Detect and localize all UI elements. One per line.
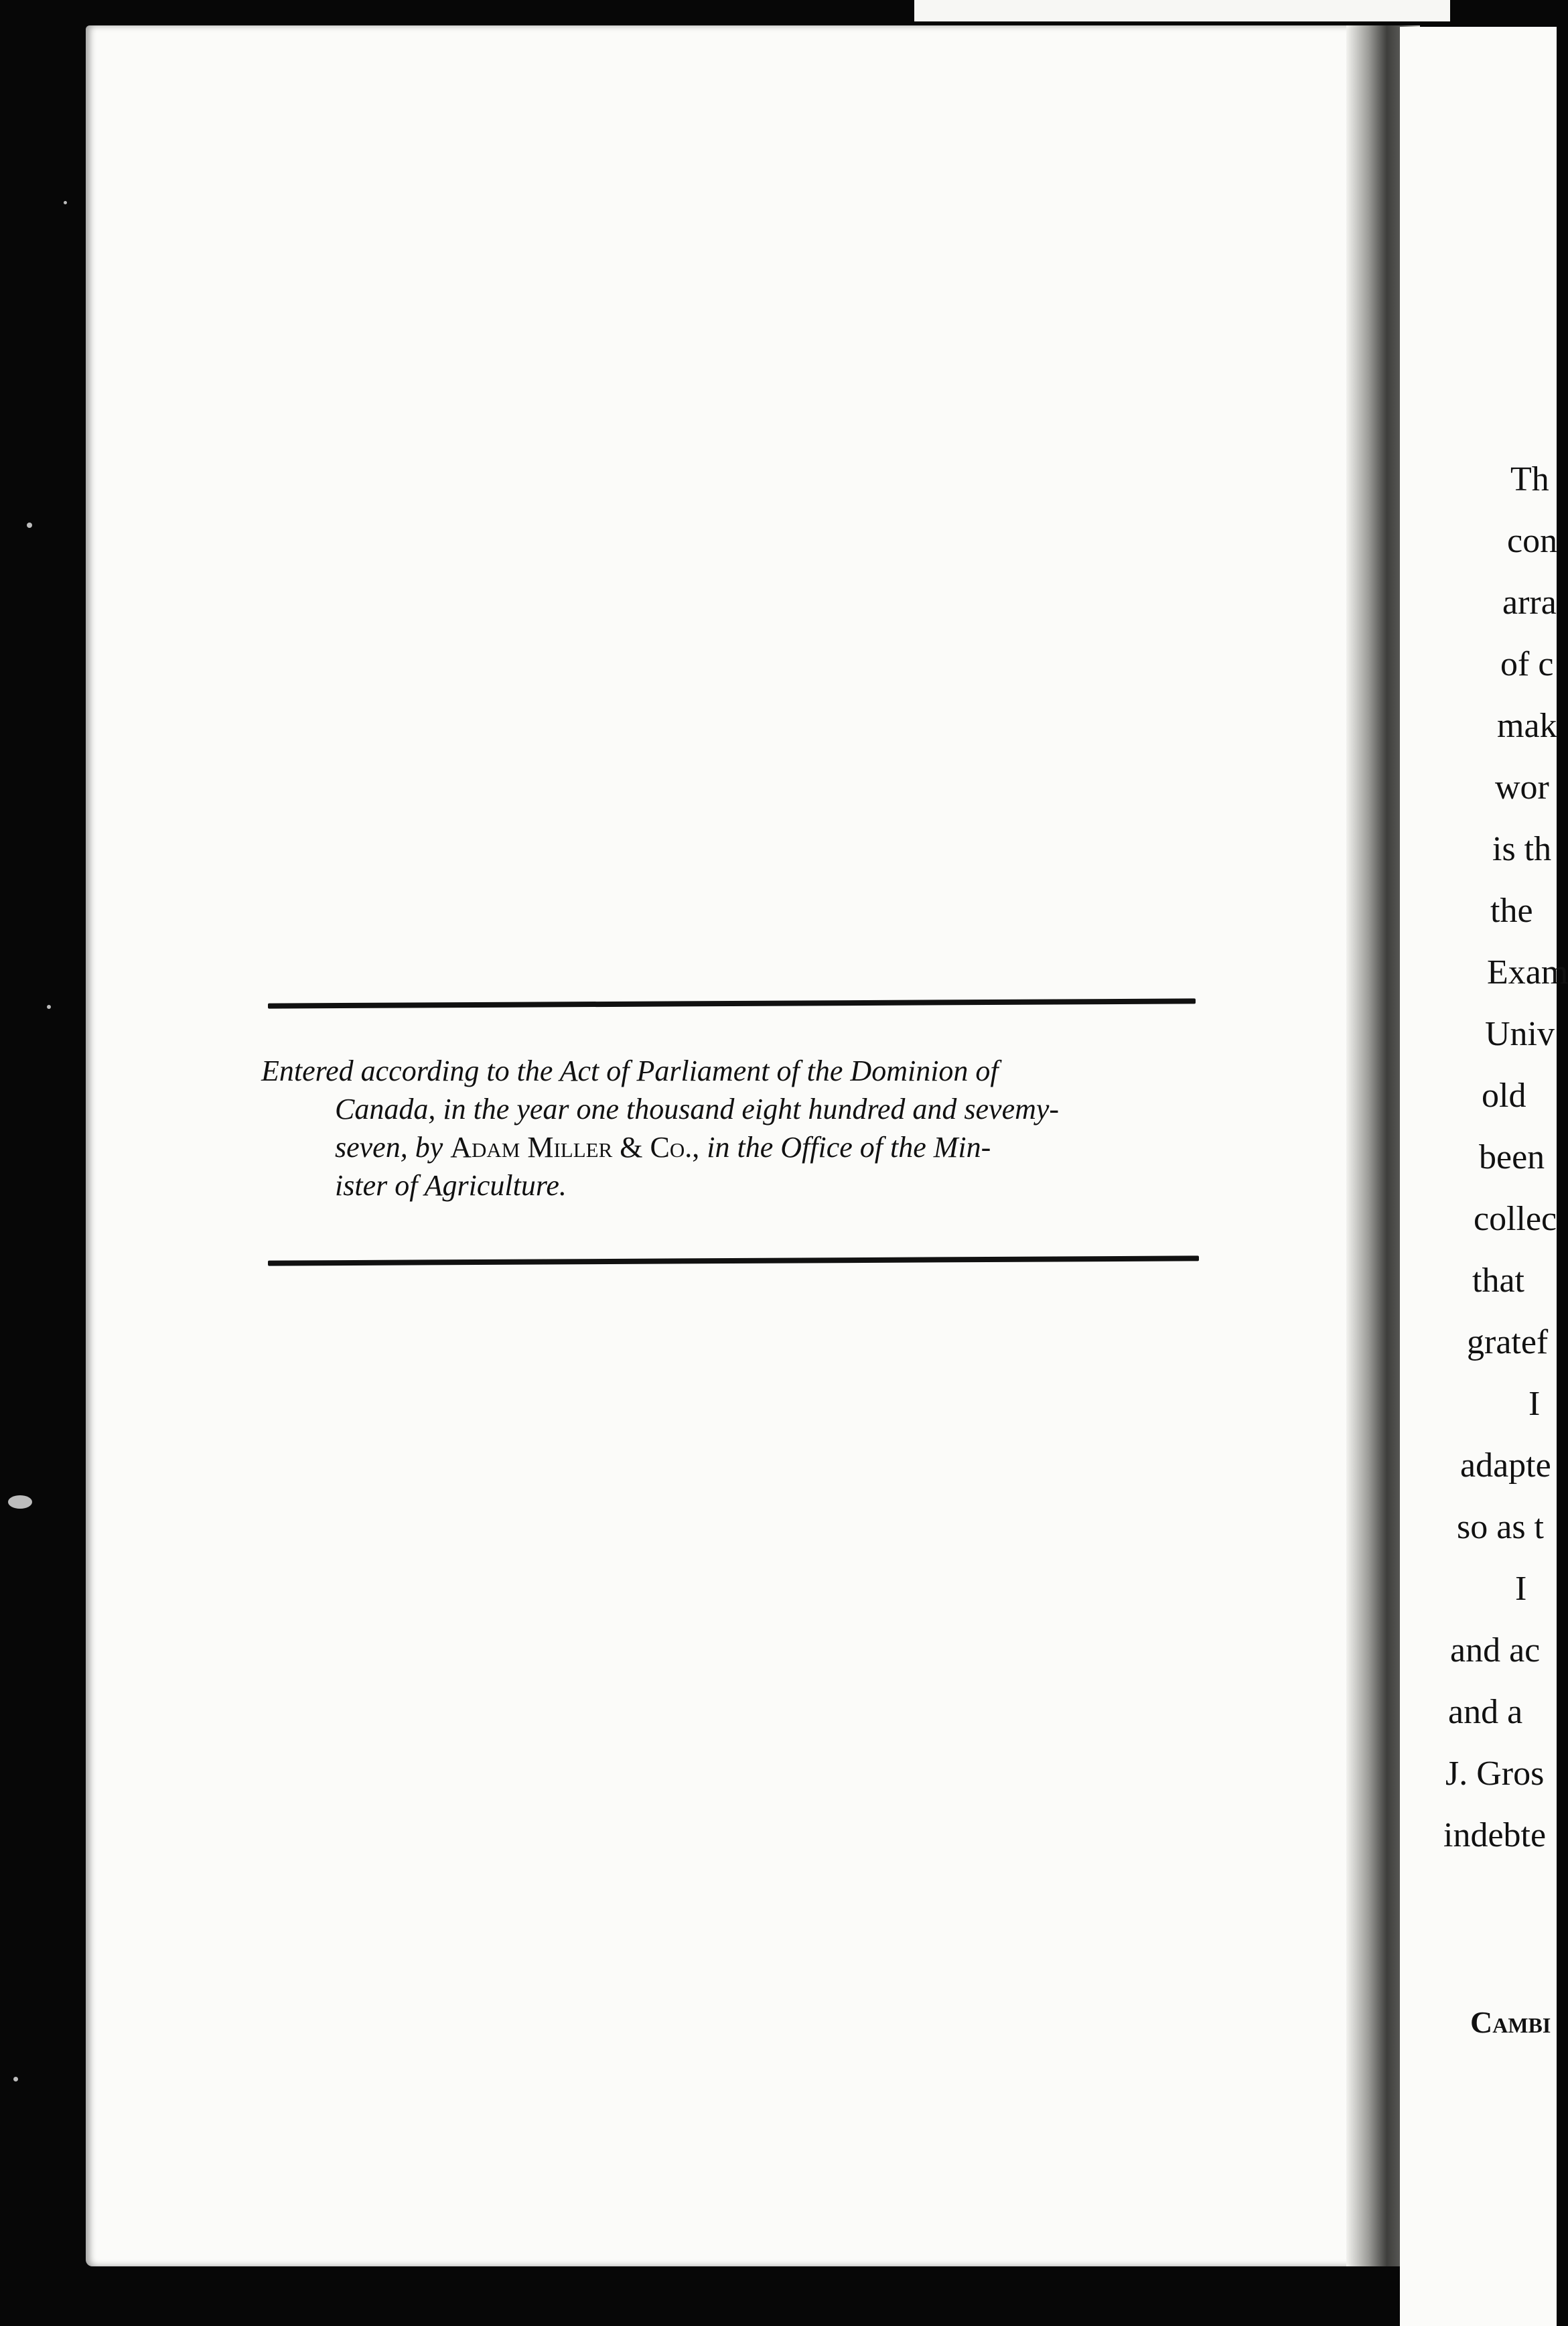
publisher-name: Adam Miller & Co., (450, 1131, 700, 1164)
copyright-line-3-pre: seven, by (335, 1131, 443, 1164)
right-page-line: old (1482, 1077, 1526, 1115)
copyright-line-1: Entered according to the Act of Parliament of the Dominion of (261, 1054, 999, 1087)
right-page-line: the (1490, 892, 1533, 930)
scan-speck (64, 201, 67, 204)
right-page-line: Exam (1487, 953, 1568, 991)
right-page-line: indebte (1443, 1816, 1547, 1854)
right-page-line: and ac (1450, 1631, 1541, 1669)
right-page-line: been (1479, 1138, 1545, 1176)
scan-speck (8, 1495, 32, 1509)
torn-paper-strip (914, 0, 1450, 21)
copyright-line-4: ister of Agriculture. (335, 1169, 567, 1202)
right-page-line: I (1528, 1385, 1541, 1423)
right-page-line: Univ (1485, 1015, 1555, 1053)
copyright-line-2: Canada, in the year one thousand eight hundred and sevemy- (335, 1093, 1060, 1125)
right-page-line: that (1472, 1261, 1524, 1300)
right-page-line: arra (1502, 584, 1557, 622)
copyright-line-3 (261, 1128, 1212, 1166)
right-page-line: wor (1495, 768, 1549, 807)
right-page-line: collec (1474, 1200, 1557, 1238)
scan-speck (47, 1005, 51, 1009)
right-page-line: of c (1500, 645, 1554, 683)
scan-speck (27, 523, 32, 528)
right-page-line: so as t (1457, 1508, 1544, 1546)
scan-speck (13, 2077, 18, 2081)
copyright-notice (261, 1052, 1212, 1205)
right-page-line: is th (1492, 830, 1552, 868)
right-page-signature-fragment: Cambi (1470, 2005, 1551, 2039)
right-page-line: mak (1497, 707, 1557, 745)
right-page-line: I (1515, 1570, 1527, 1608)
right-page-line: Th (1510, 460, 1549, 498)
right-page-line: and a (1448, 1693, 1523, 1731)
copyright-line-3-post: in the Office of the Min- (707, 1131, 991, 1164)
right-page-line: J. Gros (1445, 1755, 1545, 1793)
right-page-line: adapte (1460, 1446, 1551, 1485)
right-page-line: gratef (1467, 1323, 1549, 1361)
right-page-line: con (1507, 522, 1558, 560)
